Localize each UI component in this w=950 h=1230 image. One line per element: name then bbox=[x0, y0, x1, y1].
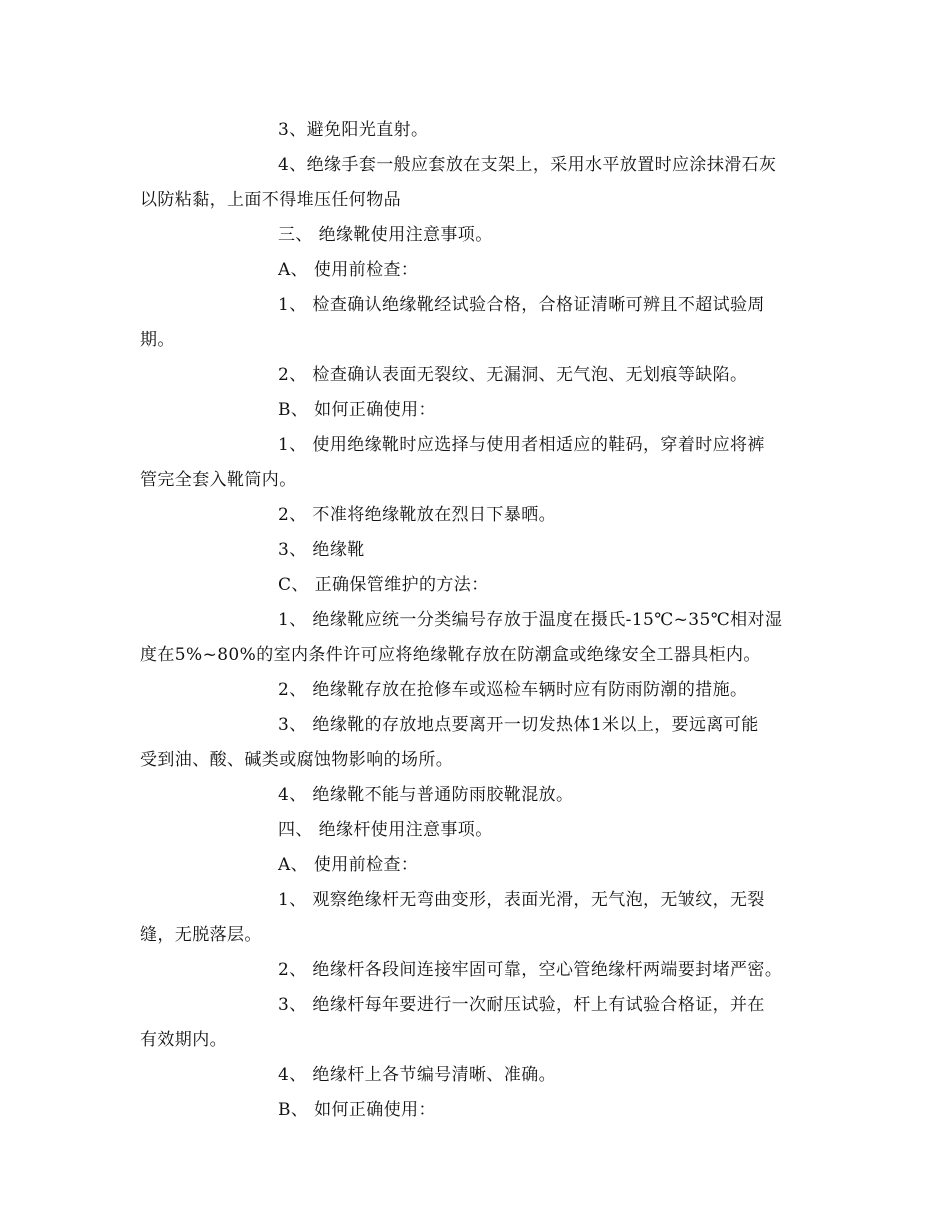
text-line: 1、 绝缘靴应统一分类编号存放于温度在摄氏-15℃~35℃相对湿 bbox=[278, 610, 783, 630]
text-line: 2、 绝缘杆各段间连接牢固可靠，空心管绝缘杆两端要封堵严密。 bbox=[278, 960, 783, 980]
text-line: 度在5%~80%的室内条件许可应将绝缘靴存放在防潮盒或绝缘安全工器具柜内。 bbox=[140, 645, 761, 665]
section-heading: 三、 绝缘靴使用注意事项。 bbox=[278, 225, 493, 245]
subsection-heading: A、 使用前检查： bbox=[278, 855, 419, 875]
text-line: 3、 绝缘杆每年要进行一次耐压试验，杆上有试验合格证，并在 bbox=[278, 995, 765, 1015]
text-line: 4、 绝缘杆上各节编号清晰、准确。 bbox=[278, 1065, 557, 1085]
text-line: 3、 绝缘靴的存放地点要离开一切发热体1米以上，要远离可能 bbox=[278, 715, 759, 735]
text-line: 以防粘黏，上面不得堆压任何物品 bbox=[140, 190, 401, 210]
text-line: 1、 检查确认绝缘靴经试验合格，合格证清晰可辨且不超试验周 bbox=[278, 295, 765, 315]
text-line: 受到油、酸、碱类或腐蚀物影响的场所。 bbox=[140, 750, 454, 770]
text-line: 2、 绝缘靴存放在抢修车或巡检车辆时应有防雨防潮的措施。 bbox=[278, 680, 748, 700]
subsection-heading: B、 如何正确使用： bbox=[278, 1100, 436, 1120]
text-line: 期。 bbox=[140, 330, 175, 350]
subsection-heading: A、 使用前检查： bbox=[278, 260, 419, 280]
text-line: 1、 使用绝缘靴时应选择与使用者相适应的鞋码，穿着时应将裤 bbox=[278, 435, 765, 455]
text-line: 3、避免阳光直射。 bbox=[278, 120, 429, 140]
text-line: 4、 绝缘靴不能与普通防雨胶靴混放。 bbox=[278, 785, 574, 805]
subsection-heading: B、 如何正确使用： bbox=[278, 400, 436, 420]
text-line: 1、 观察绝缘杆无弯曲变形，表面光滑，无气泡，无皱纹，无裂 bbox=[278, 890, 765, 910]
text-line: 4、绝缘手套一般应套放在支架上，采用水平放置时应涂抹滑石灰 bbox=[278, 155, 777, 175]
text-line: 有效期内。 bbox=[140, 1030, 227, 1050]
text-line: 3、 绝缘靴 bbox=[278, 540, 365, 560]
text-line: 2、 检查确认表面无裂纹、无漏洞、无气泡、无划痕等缺陷。 bbox=[278, 365, 748, 385]
text-line: 缝，无脱落层。 bbox=[140, 925, 262, 945]
text-line: 2、 不准将绝缘靴放在烈日下暴晒。 bbox=[278, 505, 557, 525]
subsection-heading: C、 正确保管维护的方法： bbox=[278, 575, 489, 595]
text-line: 管完全套入靴筒内。 bbox=[140, 470, 297, 490]
section-heading: 四、 绝缘杆使用注意事项。 bbox=[278, 820, 493, 840]
